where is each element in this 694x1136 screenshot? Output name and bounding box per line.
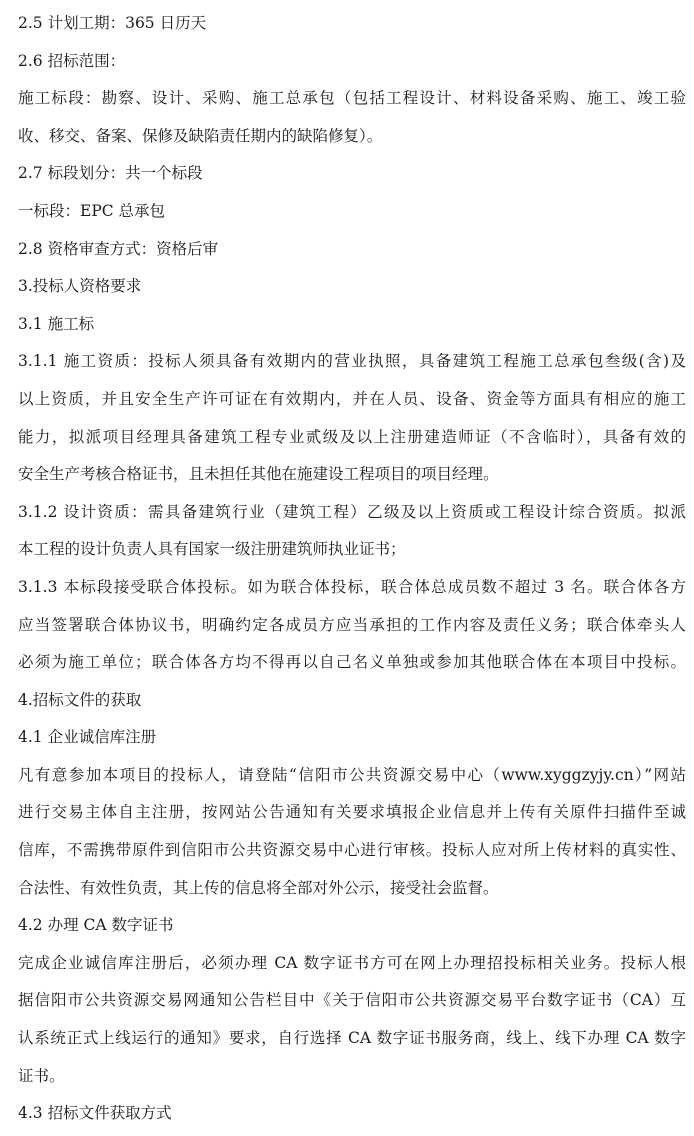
text-line: 3.1 施工标 <box>18 314 95 333</box>
text-line: 收、移交、备案、保修及缺陷责任期内的缺陷修复）。 <box>18 126 383 145</box>
text-line: 2.8 资格审查方式：资格后审 <box>18 239 219 258</box>
text-line: 一标段：EPC 总承包 <box>18 201 166 220</box>
text-line: 3.1.3 本标段接受联合体投标。如为联合体投标，联合体总成员数不超过 3 名。联合体各方 <box>18 577 686 596</box>
text-line: 能力，拟派项目经理具备建筑工程专业贰级及以上注册建造师证（不含临时），具备有效的 <box>18 427 686 446</box>
text-line: 凡有意参加本项目的投标人，请登陆“信阳市公共资源交易中心（www.xyggzyjy.cn）”网站 <box>18 765 686 784</box>
text-line: 进行交易主体自主注册，按网站公告通知有关要求填报企业信息并上传有关原件扫描件至诚 <box>18 803 686 822</box>
text-line: 据信阳市公共资源交易网通知公告栏目中《关于信阳市公共资源交易平台数字证书（CA）互 <box>18 991 686 1010</box>
text-line: 4.招标文件的获取 <box>18 690 142 709</box>
text-line: 3.投标人资格要求 <box>18 277 142 296</box>
text-line: 证书。 <box>18 1066 65 1085</box>
text-line: 4.1 企业诚信库注册 <box>18 728 157 747</box>
text-line: 3.1.1 施工资质：投标人须具备有效期内的营业执照，具备建筑工程施工总承包叁级(含)及 <box>18 352 686 371</box>
text-line: 施工标段：勘察、设计、采购、施工总承包（包括工程设计、材料设备采购、施工、竣工验 <box>18 89 686 108</box>
text-line: 认系统正式上线运行的通知》要求，自行选择 CA 数字证书服务商，线上、线下办理 CA 数字 <box>18 1029 686 1048</box>
text-line: 3.1.2 设计资质：需具备建筑行业（建筑工程）乙级及以上资质或工程设计综合资质。拟派 <box>18 502 686 521</box>
text-line: 完成企业诚信库注册后，必须办理 CA 数字证书方可在网上办理招投标相关业务。投标人根 <box>18 953 686 972</box>
document-body <box>18 8 686 1136</box>
text-line: 应当签署联合体协议书，明确约定各成员方应当承担的工作内容及责任义务；联合体牵头人 <box>18 615 686 634</box>
text-line: 本工程的设计负责人具有国家一级注册建筑师执业证书； <box>18 540 406 559</box>
text-line: 4.2 办理 CA 数字证书 <box>18 916 174 935</box>
text-line: 2.6 招标范围： <box>18 51 126 70</box>
text-line: 安全生产考核合格证书，且未担任其他在施建设工程项目的项目经理。 <box>18 465 499 484</box>
text-line: 合法性、有效性负责，其上传的信息将全部对外公示，接受社会监督。 <box>18 878 499 897</box>
text-line: 2.5 计划工期：365 日历天 <box>18 14 207 32</box>
text-line: 必须为施工单位；联合体各方均不得再以自己名义单独或参加其他联合体在本项目中投标。 <box>18 653 686 672</box>
text-line: 信库，不需携带原件到信阳市公共资源交易中心进行审核。投标人应对所上传材料的真实性、 <box>18 841 686 860</box>
text-line: 4.3 招标文件获取方式 <box>18 1104 172 1123</box>
text-line: 2.7 标段划分：共一个标段 <box>18 164 203 183</box>
text-line: 以上资质，并且安全生产许可证在有效期内，并在人员、设备、资金等方面具有相应的施工 <box>18 389 686 408</box>
